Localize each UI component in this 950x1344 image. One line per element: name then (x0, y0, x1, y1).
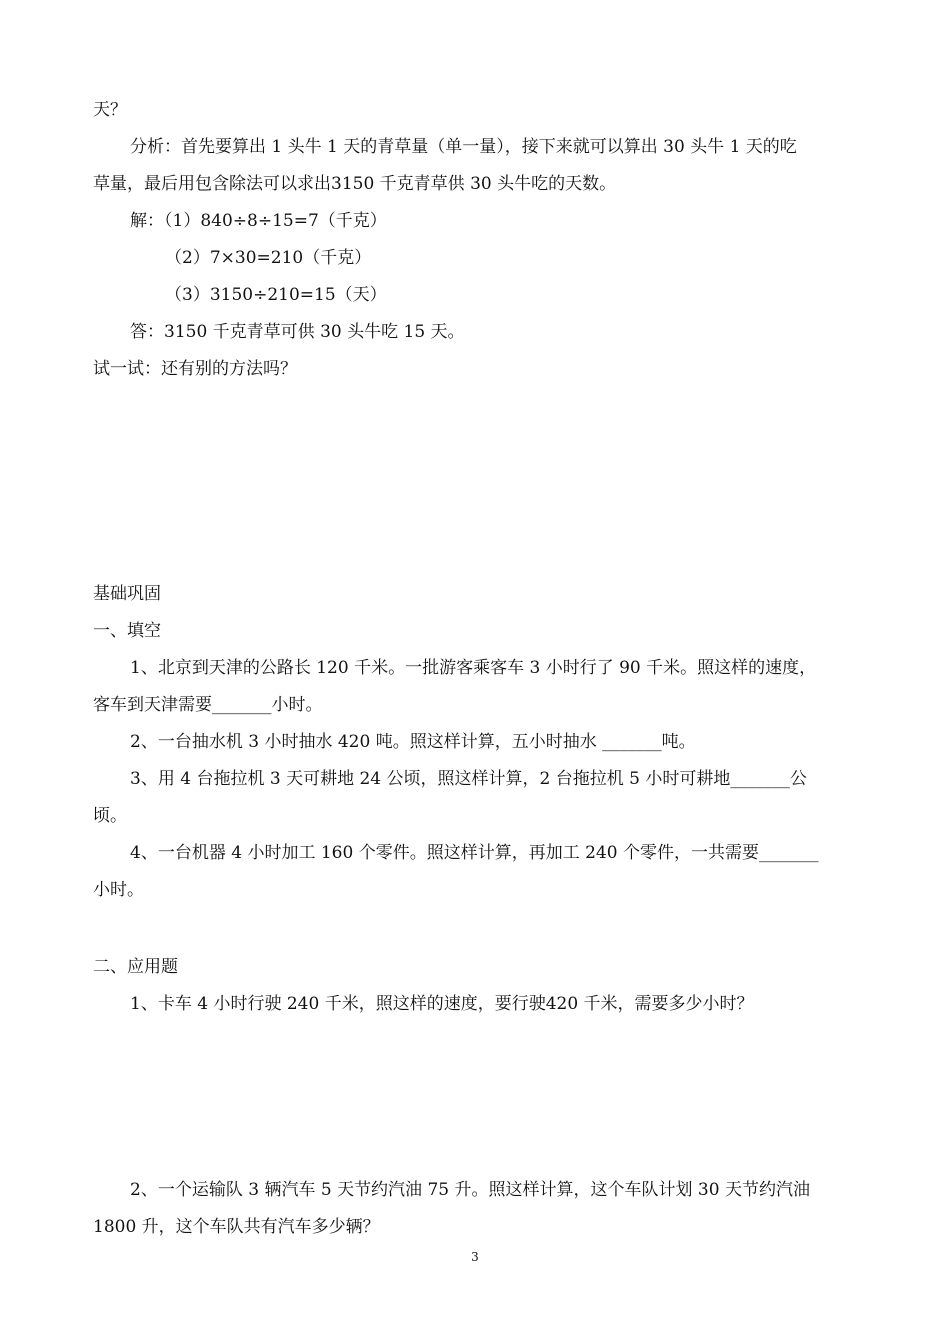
fill-question-4-line-1: 4、一台机器 4 小时加工 160 个零件。照这样计算，再加工 240 个零件，一共需要_______ (130, 843, 819, 863)
try-line: 试一试：还有别的方法吗？ (93, 359, 297, 379)
solution-step-2: （2）7×30=210（千克） (165, 248, 372, 268)
analysis-line-2: 草量，最后用包含除法可以求出3150 千克青草供 30 头牛吃的天数。 (93, 174, 617, 194)
page-number: 3 (471, 1250, 479, 1264)
application-question-1: 1、卡车 4 小时行驶 240 千米，照这样的速度，要行驶420 千米，需要多少小时？ (130, 994, 754, 1014)
application-question-2-line-1: 2、一个运输队 3 辆汽车 5 天节约汽油 75 升。照这样计算，这个车队计划 30 天节约汽油 (130, 1180, 810, 1200)
fill-question-3-line-1: 3、用 4 台拖拉机 3 天可耕地 24 公顷，照这样计算，2 台拖拉机 5 小时可耕地_______公 (130, 769, 807, 789)
fill-question-4-line-2: 小时。 (93, 880, 144, 900)
solution-step-1: 解：（1）840÷8÷15=7（千克） (130, 211, 387, 231)
fill-question-2: 2、一台抽水机 3 小时抽水 420 吨。照这样计算，五小时抽水 _______吨。 (130, 732, 696, 752)
fill-question-1-line-1: 1、北京到天津的公路长 120 千米。一批游客乘客车 3 小时行了 90 千米。照这样的速度， (130, 658, 817, 678)
part1-title: 一、填空 (93, 621, 161, 641)
application-question-2-line-2: 1800 升，这个车队共有汽车多少辆？ (93, 1217, 380, 1237)
answer-line: 答：3150 千克青草可供 30 头牛吃 15 天。 (130, 322, 465, 342)
fill-question-1-line-2: 客车到天津需要_______小时。 (93, 695, 323, 715)
example-continuation: 天？ (93, 100, 127, 120)
part2-title: 二、应用题 (93, 957, 178, 977)
section-title: 基础巩固 (93, 584, 161, 604)
analysis-line-1: 分析：首先要算出 1 头牛 1 天的青草量（单一量），接下来就可以算出 30 头牛 1 天的吃 (130, 137, 797, 157)
solution-step-3: （3）3150÷210=15（天） (165, 285, 387, 305)
fill-question-3-line-2: 顷。 (93, 806, 127, 826)
